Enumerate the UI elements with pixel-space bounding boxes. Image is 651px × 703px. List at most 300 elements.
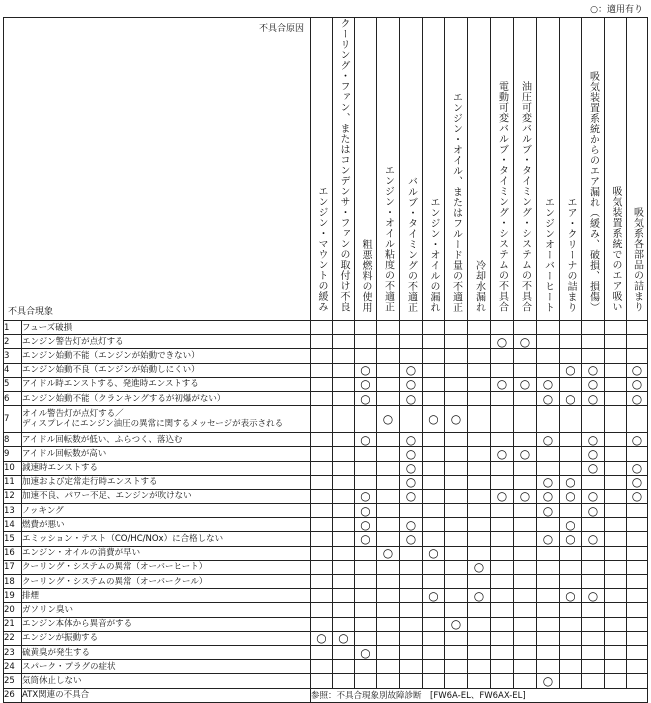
empty-cell	[400, 504, 423, 518]
empty-cell	[355, 589, 377, 603]
table-row	[4, 674, 648, 688]
applicable-mark: ○	[445, 406, 468, 433]
empty-cell	[514, 575, 537, 589]
empty-cell	[445, 645, 468, 659]
empty-cell	[311, 475, 333, 489]
empty-cell	[311, 363, 333, 377]
applicable-mark: ○	[537, 433, 560, 447]
empty-cell	[423, 489, 445, 503]
symptom-title: 不具合現象	[8, 307, 54, 317]
empty-cell	[468, 447, 491, 461]
row-number: 20	[4, 603, 22, 617]
applicable-mark: ○	[445, 617, 468, 631]
applicable-mark: ○	[468, 589, 491, 603]
applicable-mark: ○	[537, 674, 560, 688]
cause-label: エンジン・マウントの緩み	[316, 186, 327, 312]
empty-cell	[311, 433, 333, 447]
empty-cell	[311, 461, 333, 475]
applicable-mark: ○	[311, 631, 333, 645]
empty-cell	[311, 546, 333, 560]
empty-cell	[560, 674, 582, 688]
empty-cell	[311, 504, 333, 518]
cause-label: 電動可変バルブ・タイミング・システムの不具合	[496, 81, 508, 312]
empty-cell	[468, 504, 491, 518]
empty-cell	[311, 489, 333, 503]
empty-cell	[514, 406, 537, 433]
empty-cell	[311, 560, 333, 574]
symptom-label: クーリング・システムの異常（オーバークール）	[22, 575, 311, 589]
empty-cell	[377, 363, 400, 377]
empty-cell	[400, 546, 423, 560]
cause-header	[627, 18, 648, 321]
applicable-mark: ○	[582, 504, 605, 518]
row-number: 3	[4, 349, 22, 363]
table-row	[4, 406, 648, 433]
empty-cell	[605, 335, 627, 349]
empty-cell	[333, 335, 355, 349]
empty-cell	[377, 674, 400, 688]
symptom-label: スパーク・プラグの症状	[22, 660, 311, 674]
empty-cell	[468, 674, 491, 688]
empty-cell	[627, 504, 648, 518]
empty-cell	[311, 518, 333, 532]
table-row	[4, 589, 648, 603]
empty-cell	[445, 674, 468, 688]
table-row	[4, 617, 648, 631]
empty-cell	[355, 406, 377, 433]
empty-cell	[514, 674, 537, 688]
empty-cell	[514, 321, 537, 335]
empty-cell	[605, 603, 627, 617]
empty-cell	[355, 447, 377, 461]
cause-header	[537, 18, 560, 321]
empty-cell	[560, 461, 582, 475]
empty-cell	[627, 575, 648, 589]
empty-cell	[627, 518, 648, 532]
empty-cell	[468, 406, 491, 433]
empty-cell	[445, 349, 468, 363]
applicable-mark: ○	[468, 560, 491, 574]
empty-cell	[311, 589, 333, 603]
applicable-mark: ○	[400, 377, 423, 391]
table-row	[4, 363, 648, 377]
empty-cell	[491, 617, 514, 631]
empty-cell	[423, 349, 445, 363]
applicable-mark: ○	[355, 433, 377, 447]
empty-cell	[605, 575, 627, 589]
applicable-mark: ○	[582, 377, 605, 391]
empty-cell	[514, 532, 537, 546]
empty-cell	[423, 560, 445, 574]
empty-cell	[560, 447, 582, 461]
applicable-mark: ○	[560, 489, 582, 503]
row-number: 2	[4, 335, 22, 349]
empty-cell	[355, 575, 377, 589]
empty-cell	[491, 518, 514, 532]
symptom-label: エミッション・テスト（CO/HC/NOx）に合格しない	[22, 532, 311, 546]
symptom-label: エンジン始動不良（エンジンが始動しにくい）	[22, 363, 311, 377]
table-row	[4, 335, 648, 349]
empty-cell	[355, 631, 377, 645]
empty-cell	[333, 475, 355, 489]
symptom-label: 燃費が悪い	[22, 518, 311, 532]
empty-cell	[355, 674, 377, 688]
empty-cell	[355, 321, 377, 335]
empty-cell	[377, 447, 400, 461]
table-row	[4, 603, 648, 617]
cause-header	[423, 18, 445, 321]
empty-cell	[537, 447, 560, 461]
cause-header	[491, 18, 514, 321]
empty-cell	[627, 617, 648, 631]
applicable-mark: ○	[560, 363, 582, 377]
empty-cell	[423, 532, 445, 546]
empty-cell	[400, 335, 423, 349]
row-number: 15	[4, 532, 22, 546]
empty-cell	[445, 631, 468, 645]
applicable-mark: ○	[514, 335, 537, 349]
empty-cell	[423, 377, 445, 391]
empty-cell	[514, 433, 537, 447]
empty-cell	[491, 349, 514, 363]
empty-cell	[514, 363, 537, 377]
empty-cell	[468, 433, 491, 447]
empty-cell	[491, 461, 514, 475]
empty-cell	[560, 546, 582, 560]
empty-cell	[605, 349, 627, 363]
applicable-mark: ○	[560, 391, 582, 405]
row-number: 24	[4, 660, 22, 674]
empty-cell	[423, 645, 445, 659]
empty-cell	[333, 391, 355, 405]
empty-cell	[605, 447, 627, 461]
empty-cell	[514, 560, 537, 574]
empty-cell	[400, 575, 423, 589]
empty-cell	[468, 518, 491, 532]
applicable-mark: ○	[355, 645, 377, 659]
empty-cell	[627, 645, 648, 659]
cause-header	[560, 18, 582, 321]
empty-cell	[377, 518, 400, 532]
empty-cell	[468, 617, 491, 631]
applicable-mark: ○	[333, 631, 355, 645]
table-row	[4, 447, 648, 461]
empty-cell	[537, 575, 560, 589]
applicable-mark: ○	[491, 335, 514, 349]
applicable-mark: ○	[537, 391, 560, 405]
empty-cell	[311, 617, 333, 631]
symptom-label: アイドル回転数が高い	[22, 447, 311, 461]
empty-cell	[605, 489, 627, 503]
symptom-label: 加速および定常走行時エンストする	[22, 475, 311, 489]
empty-cell	[491, 321, 514, 335]
applicable-mark: ○	[491, 377, 514, 391]
empty-cell	[333, 349, 355, 363]
empty-cell	[333, 406, 355, 433]
applicable-mark: ○	[377, 546, 400, 560]
empty-cell	[333, 575, 355, 589]
empty-cell	[605, 321, 627, 335]
empty-cell	[355, 617, 377, 631]
empty-cell	[582, 518, 605, 532]
empty-cell	[605, 518, 627, 532]
empty-cell	[423, 321, 445, 335]
empty-cell	[627, 447, 648, 461]
cause-header	[333, 18, 355, 321]
symptom-label: ガソリン臭い	[22, 603, 311, 617]
empty-cell	[627, 406, 648, 433]
empty-cell	[514, 617, 537, 631]
empty-cell	[311, 447, 333, 461]
empty-cell	[514, 546, 537, 560]
empty-cell	[333, 447, 355, 461]
row-number: 6	[4, 391, 22, 405]
row-number: 4	[4, 363, 22, 377]
reference-note: 参照：不具合現象別故障診断 [FW6A-EL、FW6AX-EL]	[311, 688, 648, 702]
row-number: 9	[4, 447, 22, 461]
empty-cell	[445, 475, 468, 489]
applicable-mark: ○	[560, 518, 582, 532]
empty-cell	[468, 349, 491, 363]
empty-cell	[491, 504, 514, 518]
cause-header	[400, 18, 423, 321]
row-number: 14	[4, 518, 22, 532]
empty-cell	[514, 475, 537, 489]
empty-cell	[560, 349, 582, 363]
table-row	[4, 560, 648, 574]
empty-cell	[468, 363, 491, 377]
applicable-mark: ○	[582, 391, 605, 405]
symptom-label: ノッキング	[22, 504, 311, 518]
empty-cell	[582, 645, 605, 659]
applicable-mark: ○	[582, 489, 605, 503]
empty-cell	[355, 335, 377, 349]
empty-cell	[605, 631, 627, 645]
empty-cell	[605, 645, 627, 659]
row-number: 13	[4, 504, 22, 518]
row-number: 10	[4, 461, 22, 475]
empty-cell	[468, 335, 491, 349]
row-number: 5	[4, 377, 22, 391]
empty-cell	[537, 321, 560, 335]
empty-cell	[582, 546, 605, 560]
empty-cell	[445, 589, 468, 603]
empty-cell	[377, 603, 400, 617]
empty-cell	[423, 575, 445, 589]
empty-cell	[560, 560, 582, 574]
empty-cell	[605, 560, 627, 574]
empty-cell	[311, 674, 333, 688]
symptom-label: 加速不良、パワー不足、エンジンが吹けない	[22, 489, 311, 503]
empty-cell	[537, 631, 560, 645]
empty-cell	[468, 377, 491, 391]
empty-cell	[491, 645, 514, 659]
empty-cell	[377, 321, 400, 335]
empty-cell	[333, 489, 355, 503]
empty-cell	[400, 631, 423, 645]
empty-cell	[377, 532, 400, 546]
empty-cell	[514, 518, 537, 532]
empty-cell	[445, 560, 468, 574]
empty-cell	[605, 391, 627, 405]
cause-label: 吸気装置系統からのエア漏れ（緩み、破損、損傷）	[587, 70, 599, 312]
empty-cell	[423, 518, 445, 532]
empty-cell	[514, 631, 537, 645]
empty-cell	[560, 631, 582, 645]
empty-cell	[605, 363, 627, 377]
empty-cell	[468, 546, 491, 560]
empty-cell	[514, 504, 537, 518]
table-row	[4, 377, 648, 391]
cause-label: 粗悪燃料の使用	[360, 238, 371, 312]
empty-cell	[445, 603, 468, 617]
table-body	[4, 321, 648, 703]
empty-cell	[355, 560, 377, 574]
empty-cell	[537, 645, 560, 659]
empty-cell	[377, 631, 400, 645]
empty-cell	[423, 447, 445, 461]
symptom-label: オイル警告灯が点灯する／ ディスプレイにエンジン油圧の異常に関するメッセージが表示される	[22, 406, 311, 433]
empty-cell	[491, 560, 514, 574]
empty-cell	[468, 645, 491, 659]
empty-cell	[605, 504, 627, 518]
applicable-mark: ○	[400, 363, 423, 377]
applicable-mark: ○	[582, 461, 605, 475]
row-number: 1	[4, 321, 22, 335]
row-number: 22	[4, 631, 22, 645]
cause-label: エンジン・オイル粘度の不適正	[382, 165, 394, 312]
symptom-label: クーリング・システムの異常（オーバーヒート）	[22, 560, 311, 574]
empty-cell	[627, 560, 648, 574]
empty-cell	[333, 532, 355, 546]
empty-cell	[423, 461, 445, 475]
empty-cell	[423, 335, 445, 349]
table-row	[4, 433, 648, 447]
cause-header	[377, 18, 400, 321]
empty-cell	[537, 589, 560, 603]
empty-cell	[605, 377, 627, 391]
row-number: 23	[4, 645, 22, 659]
applicable-mark: ○	[537, 532, 560, 546]
empty-cell	[445, 489, 468, 503]
row-number: 11	[4, 475, 22, 489]
applicable-mark: ○	[377, 406, 400, 433]
empty-cell	[423, 475, 445, 489]
empty-cell	[355, 603, 377, 617]
applicable-mark: ○	[582, 532, 605, 546]
applicable-mark: ○	[355, 489, 377, 503]
empty-cell	[537, 349, 560, 363]
applicable-mark: ○	[400, 461, 423, 475]
empty-cell	[355, 475, 377, 489]
empty-cell	[311, 575, 333, 589]
row-number: 21	[4, 617, 22, 631]
table-row	[4, 321, 648, 335]
empty-cell	[491, 406, 514, 433]
row-number: 25	[4, 674, 22, 688]
cause-label: バルブ・タイミングの不適正	[405, 175, 417, 312]
cause-header	[468, 18, 491, 321]
empty-cell	[582, 475, 605, 489]
empty-cell	[468, 575, 491, 589]
empty-cell	[423, 674, 445, 688]
applicable-mark: ○	[400, 489, 423, 503]
empty-cell	[400, 321, 423, 335]
empty-cell	[560, 575, 582, 589]
applicable-mark: ○	[537, 377, 560, 391]
empty-cell	[445, 363, 468, 377]
empty-cell	[333, 645, 355, 659]
empty-cell	[333, 377, 355, 391]
empty-cell	[627, 546, 648, 560]
table-row	[4, 504, 648, 518]
applicable-mark: ○	[355, 532, 377, 546]
symptom-label: ATX関連の不具合	[22, 688, 311, 702]
empty-cell	[400, 589, 423, 603]
empty-cell	[537, 363, 560, 377]
empty-cell	[491, 433, 514, 447]
cause-label: エンジンオーバーヒート	[542, 196, 554, 312]
empty-cell	[537, 603, 560, 617]
empty-cell	[333, 589, 355, 603]
empty-cell	[423, 363, 445, 377]
empty-cell	[582, 321, 605, 335]
empty-cell	[514, 391, 537, 405]
applicable-mark: ○	[355, 391, 377, 405]
symptom-label: アイドル回転数が低い、ふらつく、落込む	[22, 433, 311, 447]
empty-cell	[560, 335, 582, 349]
empty-cell	[445, 532, 468, 546]
empty-cell	[400, 674, 423, 688]
applicable-mark: ○	[537, 475, 560, 489]
cause-header	[514, 18, 537, 321]
empty-cell	[491, 603, 514, 617]
empty-cell	[560, 433, 582, 447]
empty-cell	[627, 532, 648, 546]
symptom-label: エンジン・オイルの消費が早い	[22, 546, 311, 560]
empty-cell	[468, 321, 491, 335]
symptom-label: エンジン本体から異音がする	[22, 617, 311, 631]
empty-cell	[423, 391, 445, 405]
empty-cell	[491, 363, 514, 377]
empty-cell	[445, 433, 468, 447]
table-row	[4, 688, 648, 702]
table-row	[4, 532, 648, 546]
empty-cell	[627, 349, 648, 363]
row-number: 7	[4, 406, 22, 433]
empty-cell	[377, 617, 400, 631]
header-row	[4, 18, 648, 321]
row-number: 17	[4, 560, 22, 574]
empty-cell	[514, 589, 537, 603]
empty-cell	[468, 631, 491, 645]
empty-cell	[582, 335, 605, 349]
empty-cell	[333, 617, 355, 631]
table-row	[4, 349, 648, 363]
table-row	[4, 489, 648, 503]
empty-cell	[311, 603, 333, 617]
empty-cell	[491, 475, 514, 489]
cause-label: エンジン・オイル、またはフルード量の不適正	[450, 91, 462, 312]
empty-cell	[423, 433, 445, 447]
applicable-mark: ○	[582, 589, 605, 603]
symptom-label: 気筒休止しない	[22, 674, 311, 688]
table-row	[4, 645, 648, 659]
row-number: 16	[4, 546, 22, 560]
empty-cell	[468, 461, 491, 475]
empty-cell	[400, 406, 423, 433]
empty-cell	[468, 475, 491, 489]
